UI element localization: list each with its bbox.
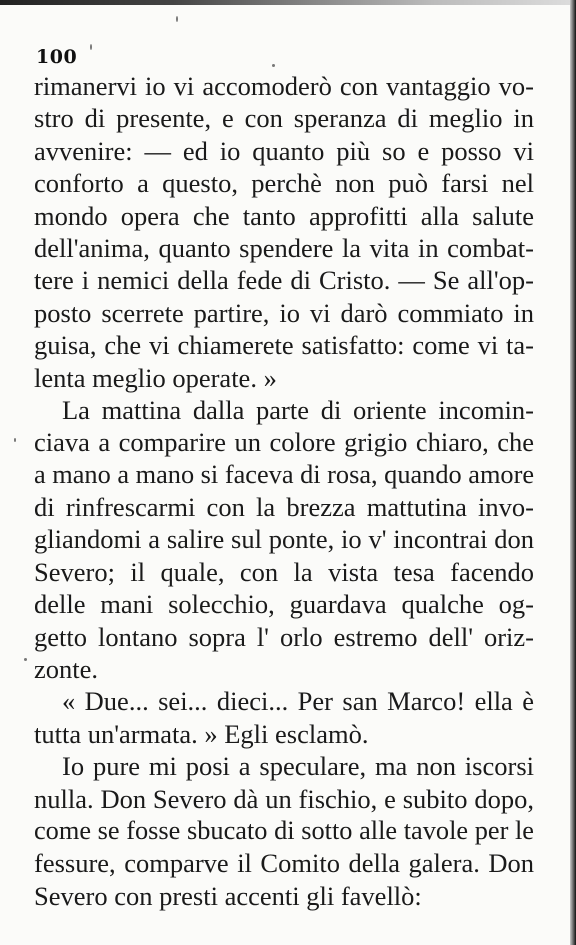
text-line: posto scerrete partire, io vi darò commiato in bbox=[34, 297, 534, 328]
text-line: come se fosse sbucato di sotto alle tavole per le bbox=[34, 815, 534, 845]
text-line: di rinfrescarmi con la brezza mattutina invo- bbox=[34, 492, 534, 523]
ink-speck bbox=[272, 64, 275, 67]
text-line: ciava a comparire un colore grigio chiaro, che bbox=[34, 427, 534, 458]
text-line: stro di presente, e con speranza di meglio in bbox=[34, 103, 534, 134]
text-line: Severo con presti accenti gli favellò: bbox=[34, 880, 422, 911]
text-line: Severo; il quale, con la vista tesa facendo bbox=[34, 556, 534, 587]
text-line: fessure, comparve il Comito della galera. Don bbox=[34, 848, 534, 879]
text-line: Io pure mi posi a speculare, ma non iscorsi bbox=[62, 751, 534, 782]
ink-speck bbox=[14, 438, 16, 442]
text-line: « Due... sei... dieci... Per san Marco! ella è bbox=[62, 686, 534, 717]
text-line: mondo opera che tanto approfitti alla salute bbox=[34, 200, 534, 231]
text-line: conforto a questo, perchè non può farsi nel bbox=[34, 168, 534, 199]
text-line: dell'anima, quanto spendere la vita in combat- bbox=[34, 232, 534, 263]
text-line: delle mani solecchio, guardava qualche og- bbox=[34, 589, 534, 620]
page-right-edge bbox=[570, 0, 576, 945]
ink-speck bbox=[176, 16, 178, 22]
text-line: rimanervi io vi accomoderò con vantaggio vo- bbox=[34, 71, 534, 101]
text-line: gliandomi a salire sul ponte, io v' incontrai don bbox=[34, 524, 534, 555]
text-line: getto lontano sopra l' orlo estremo dell' oriz- bbox=[34, 621, 534, 652]
ink-speck bbox=[24, 658, 27, 661]
text-line: a mano a mano si faceva di rosa, quando amore bbox=[34, 459, 535, 489]
page-top-edge bbox=[0, 0, 576, 5]
text-line: nulla. Don Severo dà un fischio, e subito dopo, bbox=[34, 783, 534, 814]
text-line: lenta meglio operate. » bbox=[34, 362, 277, 393]
body-text bbox=[34, 70, 534, 912]
text-line: tere i nemici della fede di Cristo. — Se all'op- bbox=[34, 265, 534, 296]
ink-speck bbox=[90, 44, 92, 50]
text-line: tutta un'armata. » Egli esclamò. bbox=[34, 718, 369, 749]
text-line: guisa, che vi chiamerete satisfatto: come vi ta- bbox=[34, 330, 534, 361]
text-line: avvenire: — ed io quanto più so e posso vi bbox=[34, 135, 534, 166]
text-line: zonte. bbox=[34, 654, 99, 685]
page-number: 100 bbox=[36, 46, 78, 68]
text-line: La mattina dalla parte di oriente incomin- bbox=[62, 394, 534, 425]
